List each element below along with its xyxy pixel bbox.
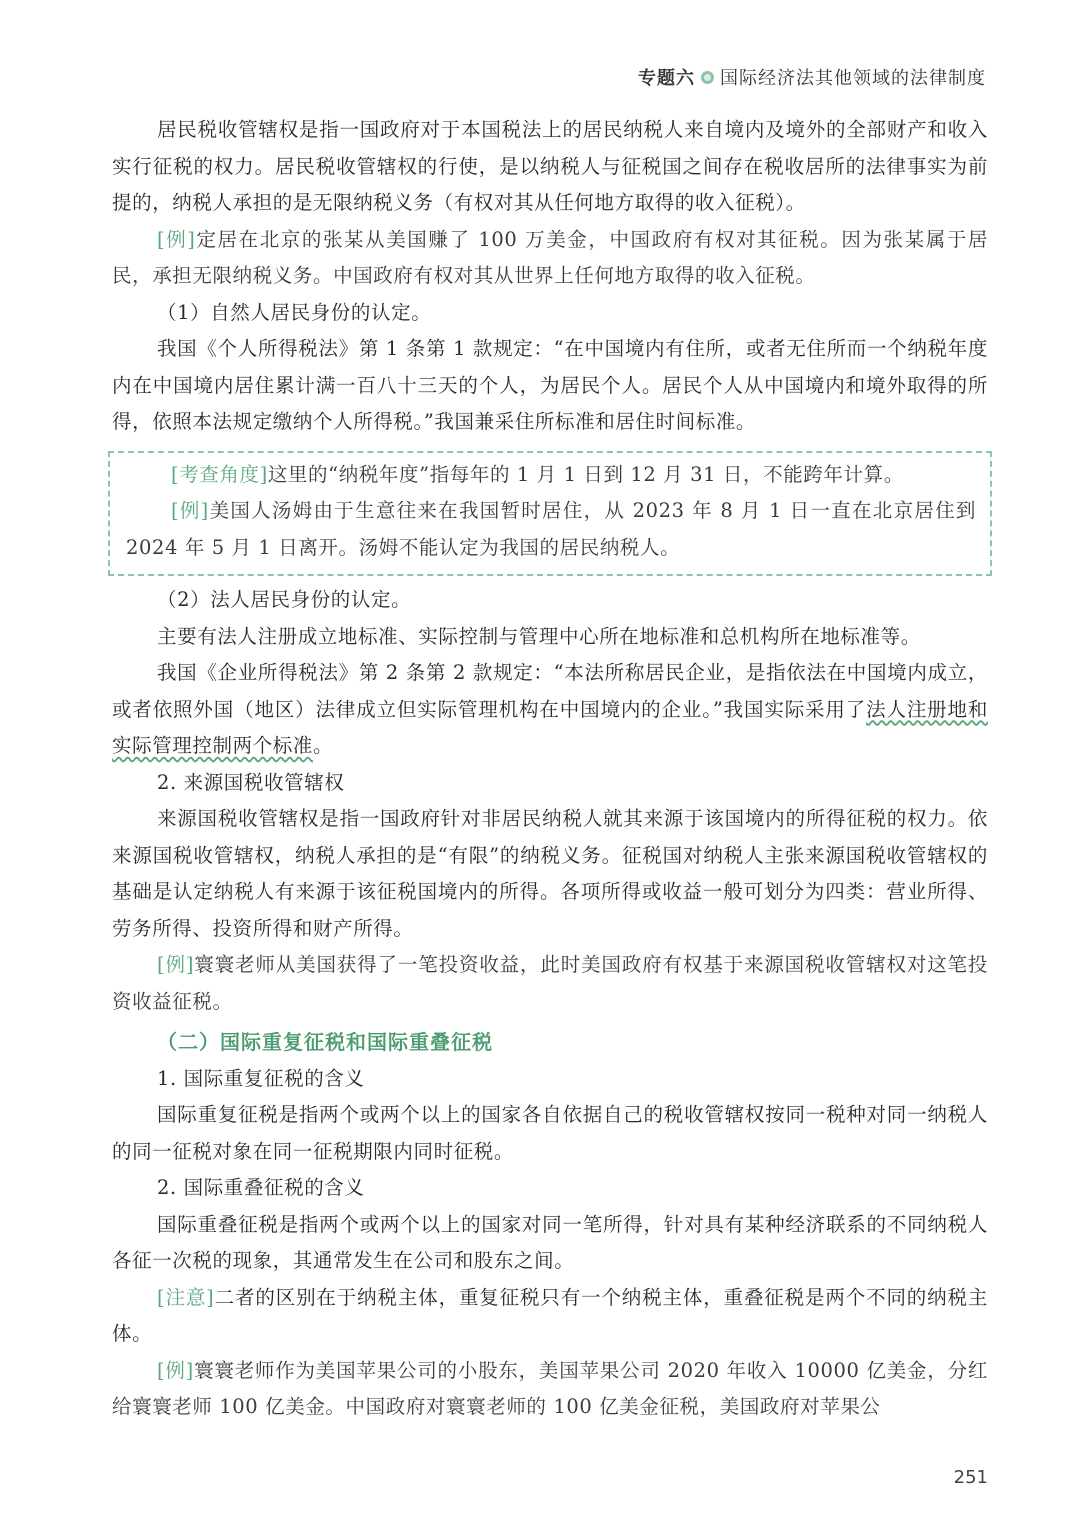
example-text: 寰寰老师从美国获得了一笔投资收益，此时美国政府有权基于来源国税收管辖权对这笔投资收益征税。 — [112, 953, 989, 1013]
note-text: 二者的区别在于纳税主体，重复征税只有一个纳税主体，重叠征税是两个不同的纳税主体。 — [112, 1285, 988, 1345]
chapter-title: 国际经济法其他领域的法律制度 — [720, 68, 986, 89]
page-body — [112, 112, 988, 1426]
example-paragraph — [112, 1353, 988, 1426]
paragraph-economic-double-taxation: 国际重叠征税是指两个或两个以上的国家对同一笔所得，针对具有某种经济联系的不同纳税人各征一次税的现象，其通常发生在公司和股东之间。 — [112, 1212, 988, 1272]
paragraph-individual-tax-law: 我国《个人所得税法》第 1 条第 1 款规定：“在中国境内有住所，或者无住所而一个纳税年度内在中国境内居住累计满一百八十三天的个人，为居民个人。居民个人从中国境内和境外取得的所得，依照本法规定缴纳个人所得税。”我国兼采住所标准和居住时间标准。 — [112, 337, 988, 433]
example-paragraph — [112, 222, 988, 295]
note-paragraph — [112, 1280, 988, 1353]
circle-bullet-icon — [701, 71, 714, 84]
section-heading: （二）国际重复征税和国际重叠征税 — [157, 1030, 493, 1054]
box-example-paragraph — [126, 493, 976, 566]
heading-economic-double-taxation: 2. 国际重叠征税的含义 — [157, 1176, 365, 1199]
page-number: 251 — [953, 1467, 988, 1488]
note-tag: [注意] — [157, 1285, 215, 1309]
subheading-legal-person: （2）法人居民身份的认定。 — [157, 588, 412, 611]
emphasized-standards: 法人注册地和实际管理控制两个标准 — [112, 697, 988, 757]
example-paragraph — [112, 947, 988, 1020]
paragraph-enterprise-tax-law — [112, 655, 988, 765]
example-text: 定居在北京的张某从美国赚了 100 万美金，中国政府有权对其征税。因为张某属于居民，承担无限纳税义务。中国政府有权对其从世界上任何地方取得的收入征税。 — [112, 227, 988, 287]
example-tag: [例] — [157, 1358, 194, 1382]
exam-angle-text: 这里的“纳税年度”指每年的 1 月 1 日到 12 月 31 日，不能跨年计算。 — [267, 462, 904, 486]
example-tag: [例] — [171, 499, 209, 522]
paragraph-residence-jurisdiction: 居民税收管辖权是指一国政府对于本国税法上的居民纳税人来自境内及境外的全部财产和收入实行征税的权力。居民税收管辖权的行使，是以纳税人与征税国之间存在税收居所的法律事实为前提的，纳税人承担的是无限纳税义务（有权对其从任何地方取得的收入征税）。 — [112, 118, 988, 214]
chapter-label: 专题六 — [638, 68, 695, 89]
heading-source-jurisdiction: 2. 来源国税收管辖权 — [157, 770, 345, 794]
example-text: 美国人汤姆由于生意往来在我国暂时居住，从 2023 年 8 月 1 日一直在北京居住到 2024 年 5 月 1 日离开。汤姆不能认定为我国的居民纳税人。 — [126, 499, 977, 559]
enterprise-law-end: 。 — [313, 734, 334, 757]
paragraph-double-taxation: 国际重复征税是指两个或两个以上的国家各自依据自己的税收管辖权按同一税种对同一纳税人的同一征税对象在同一征税期限内同时征税。 — [112, 1103, 988, 1163]
running-header — [638, 64, 986, 90]
example-tag: [例] — [157, 953, 195, 976]
subheading-natural-person: （1）自然人居民身份的认定。 — [157, 300, 432, 324]
example-text: 寰寰老师作为美国苹果公司的小股东，美国苹果公司 2020 年收入 10000 亿美金，分红给寰寰老师 100 亿美金。中国政府对寰寰老师的 100 亿美金征税，美国政府对苹果公 — [112, 1358, 989, 1418]
paragraph-source-jurisdiction: 来源国税收管辖权是指一国政府针对非居民纳税人就其来源于该国境内的所得征税的权力。依来源国税收管辖权，纳税人承担的是“有限”的纳税义务。征税国对纳税人主张来源国税收管辖权的基础是认定纳税人有来源于该征税国境内的所得。各项所得或收益一般可划分为四类：营业所得、劳务所得、投资所得和财产所得。 — [112, 807, 988, 940]
enterprise-law-text: 我国《企业所得税法》第 2 条第 2 款规定：“本法所称居民企业，是指依法在中国境内成立，或者依照外国（地区）法律成立但实际管理机构在中国境内的企业。”我国实际采用了 — [112, 661, 988, 721]
heading-double-taxation: 1. 国际重复征税的含义 — [157, 1066, 365, 1090]
exam-tip-box — [108, 451, 992, 577]
exam-angle-tag: [考查角度] — [171, 462, 268, 486]
example-tag: [例] — [157, 227, 196, 251]
paragraph-legal-person-standards: 主要有法人注册成立地标准、实际控制与管理中心所在地标准和总机构所在地标准等。 — [157, 624, 921, 648]
exam-angle-paragraph — [126, 457, 976, 494]
